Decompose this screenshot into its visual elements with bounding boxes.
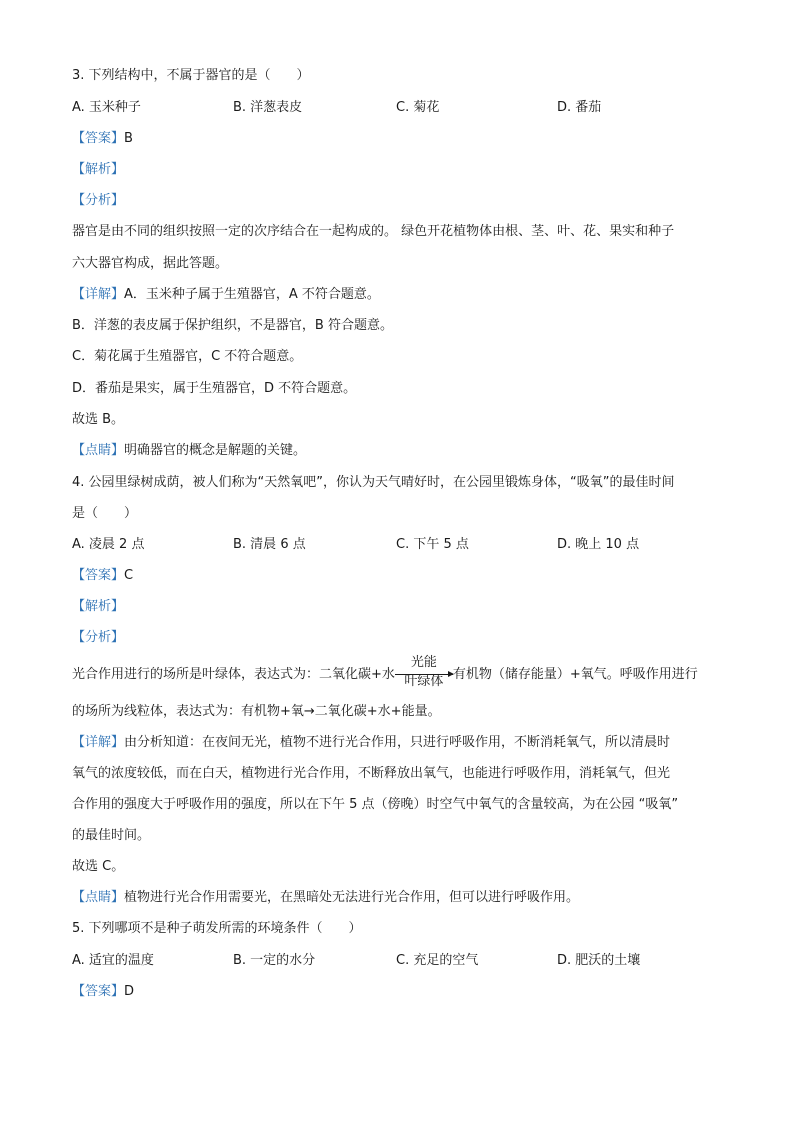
q4-option-c: C. 下午 5 点 [396, 537, 469, 552]
detail-text: 由分析知道：在夜间无光，植物不进行光合作用，只进行呼吸作用，不断消耗氧气，所以清晨时 [124, 735, 671, 750]
q4-fenxi-line-2: 的场所为线粒体，表达式为：有机物+氧→二氧化碳+水+能量。 [72, 704, 441, 719]
detail-tag: 【详解】 [72, 287, 125, 302]
q5-option-a: A. 适宜的温度 [72, 953, 154, 968]
detail-text: A．玉米种子属于生殖器官，A 不符合题意。 [124, 287, 380, 302]
q3-detail-line-3: C．菊花属于生殖器官，C 不符合题意。 [72, 349, 303, 364]
q5-stem: 5. 下列哪项不是种子萌发所需的环境条件（ ） [72, 921, 362, 936]
equation-suffix: 有机物（储存能量）+氧气。呼吸作用进行 [452, 667, 698, 682]
q3-fenxi-line-2: 六大器官构成，据此答题。 [72, 256, 229, 271]
q3-option-a: A. 玉米种子 [72, 100, 141, 115]
q3-detail-line-2: B．洋葱的表皮属于保护组织，不是器官，B 符合题意。 [72, 318, 393, 333]
q4-detail-line-2: 氧气的浓度较低，而在白天，植物进行光合作用，不断释放出氧气，也能进行呼吸作用，消耗氧气，但光 [72, 766, 671, 781]
q3-detail-line-4: D．番茄是果实，属于生殖器官，D 不符合题意。 [72, 381, 357, 396]
point-tag: 【点睛】 [72, 890, 125, 905]
q3-choose: 故选 B。 [72, 412, 125, 427]
q4-option-b: B. 清晨 6 点 [233, 537, 306, 552]
detail-tag: 【详解】 [72, 735, 125, 750]
q4-stem-line-2: 是（ ） [72, 506, 138, 521]
q3-fenxi-tag: 【分析】 [72, 193, 125, 208]
q5-answer [72, 982, 134, 1002]
q4-point [72, 888, 579, 908]
q3-option-c: C. 菊花 [396, 100, 440, 115]
point-text: 明确器官的概念是解题的关键。 [124, 443, 307, 458]
q3-option-d: D. 番茄 [557, 100, 602, 115]
reaction-arrow [395, 655, 453, 689]
q4-fenxi-equation-line [72, 655, 698, 689]
q4-fenxi-tag: 【分析】 [72, 630, 125, 645]
q4-analysis-tag: 【解析】 [72, 599, 125, 614]
answer-value: B [124, 131, 133, 146]
q3-fenxi-line-1: 器官是由不同的组织按照一定的次序结合在一起构成的。 绿色开花植物体由根、茎、叶、花、果实和种子 [72, 224, 675, 239]
arrow-condition-light: 光能 [410, 655, 437, 670]
q5-option-d: D. 肥沃的土壤 [557, 953, 641, 968]
q4-detail-line-3: 合作用的强度大于呼吸作用的强度，所以在下午 5 点（傍晚）时空气中氧气的含量较高，为在公园 “吸氧” [72, 797, 679, 812]
answer-tag: 【答案】 [72, 984, 125, 999]
q5-option-c: C. 充足的空气 [396, 953, 479, 968]
answer-value: C [124, 568, 134, 583]
q4-choose: 故选 C。 [72, 859, 125, 874]
q4-option-d: D. 晚上 10 点 [557, 537, 640, 552]
answer-tag: 【答案】 [72, 131, 125, 146]
point-text: 植物进行光合作用需要光，在黑暗处无法进行光合作用，但可以进行呼吸作用。 [124, 890, 580, 905]
q5-option-b: B. 一定的水分 [233, 953, 316, 968]
equation-prefix: 光合作用进行的场所是叶绿体，表达式为：二氧化碳+水 [72, 667, 395, 682]
q4-detail-line-1 [72, 733, 670, 753]
answer-value: D [124, 984, 135, 999]
q4-stem-line-1: 4. 公园里绿树成荫，被人们称为“天然氧吧”，你认为天气晴好时，在公园里锻炼身体，“吸氧”的最佳时间 [72, 475, 675, 490]
q3-stem: 3. 下列结构中，不属于器官的是（ ） [72, 68, 310, 83]
q4-option-a: A. 凌晨 2 点 [72, 537, 145, 552]
q3-option-b: B. 洋葱表皮 [233, 100, 303, 115]
q3-analysis-tag: 【解析】 [72, 162, 125, 177]
q3-detail-line-1 [72, 285, 380, 305]
point-tag: 【点睛】 [72, 443, 125, 458]
q3-point [72, 441, 306, 461]
q4-answer [72, 566, 133, 586]
arrow-condition-chloroplast: 叶绿体 [404, 674, 444, 689]
answer-tag: 【答案】 [72, 568, 125, 583]
q3-answer [72, 129, 133, 149]
q4-detail-line-4: 的最佳时间。 [72, 828, 151, 843]
